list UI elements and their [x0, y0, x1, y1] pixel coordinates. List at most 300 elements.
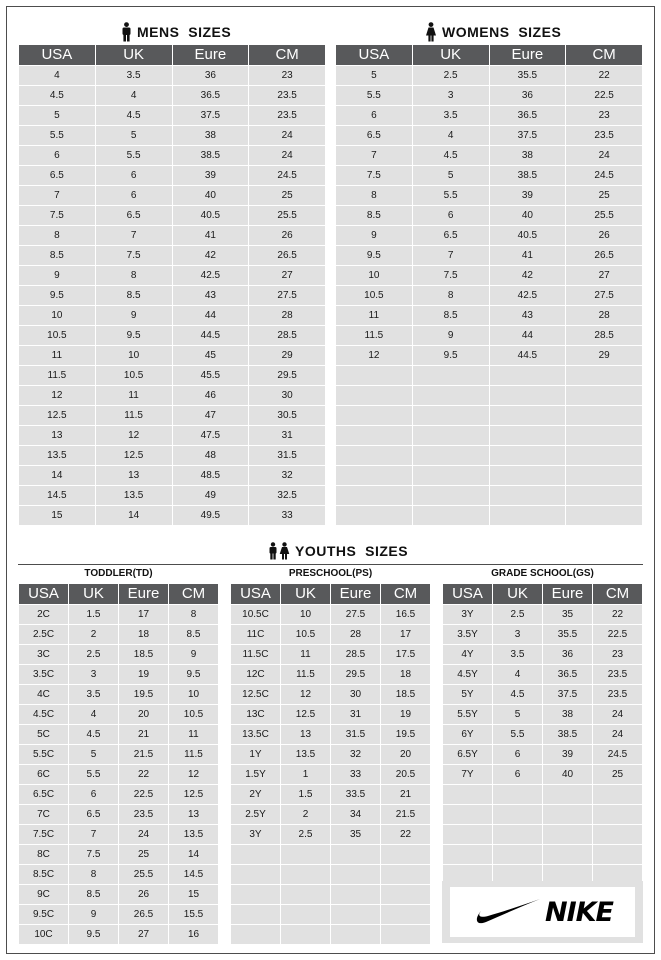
mens-table-cell: 4 — [95, 86, 172, 106]
mens-table-cell: 11.5 — [19, 366, 96, 386]
preschool-table-cell: 19 — [381, 705, 431, 725]
womens-table-cell: 35.5 — [489, 66, 566, 86]
gradeschool-table-cell: 4.5Y — [443, 665, 493, 685]
toddler-table-cell: 9.5C — [19, 905, 69, 925]
preschool-table-cell: 2Y — [231, 785, 281, 805]
gradeschool-table-cell — [443, 845, 493, 865]
preschool-table-row — [231, 805, 431, 825]
toddler-column-header: UK — [69, 584, 119, 605]
mens-table-cell: 29.5 — [249, 366, 326, 386]
womens-table-cell: 8.5 — [336, 206, 413, 226]
mens-table-cell: 26.5 — [249, 246, 326, 266]
toddler-table-row — [19, 645, 219, 665]
preschool-table-cell — [381, 925, 431, 945]
womens-table-cell — [336, 486, 413, 506]
toddler-table-cell: 18 — [119, 625, 169, 645]
mens-table-cell: 43 — [172, 286, 249, 306]
preschool-table-cell — [331, 845, 381, 865]
womens-table-cell — [412, 366, 489, 386]
toddler-table-cell: 7 — [69, 825, 119, 845]
womens-table-row — [336, 506, 643, 526]
toddler-table-cell: 12 — [169, 765, 219, 785]
preschool-table-cell — [231, 885, 281, 905]
gradeschool-table-cell — [593, 825, 643, 845]
womens-table-cell — [412, 426, 489, 446]
preschool-table-cell: 31 — [331, 705, 381, 725]
mens-table-row — [19, 106, 326, 126]
mens-table-cell: 32.5 — [249, 486, 326, 506]
toddler-title: TODDLER(TD) — [84, 568, 153, 579]
womens-table-row — [336, 126, 643, 146]
preschool-table-cell — [281, 885, 331, 905]
preschool-table-cell — [381, 845, 431, 865]
mens-table-row — [19, 506, 326, 526]
toddler-table-cell: 12.5 — [169, 785, 219, 805]
womens-table-row — [336, 66, 643, 86]
preschool-table-cell: 3Y — [231, 825, 281, 845]
womens-table-row — [336, 86, 643, 106]
preschool-table-cell: 33.5 — [331, 785, 381, 805]
gradeschool-table-cell: 37.5 — [543, 685, 593, 705]
mens-table-cell: 15 — [19, 506, 96, 526]
mens-size-table — [18, 44, 326, 526]
preschool-table-row — [231, 665, 431, 685]
womens-table-cell — [336, 426, 413, 446]
gradeschool-table-cell — [543, 845, 593, 865]
gradeschool-table-cell — [493, 805, 543, 825]
mens-table-cell: 11 — [19, 346, 96, 366]
mens-table-cell: 27 — [249, 266, 326, 286]
mens-table-cell: 28.5 — [249, 326, 326, 346]
womens-table-cell: 38 — [489, 146, 566, 166]
gradeschool-table-cell: 3Y — [443, 605, 493, 625]
preschool-table-cell: 31.5 — [331, 725, 381, 745]
preschool-table-cell: 11C — [231, 625, 281, 645]
mens-table-cell: 4 — [19, 66, 96, 86]
womens-table-cell: 38.5 — [489, 166, 566, 186]
toddler-table-cell: 4 — [69, 705, 119, 725]
womens-table-cell: 8 — [412, 286, 489, 306]
preschool-table-row — [231, 745, 431, 765]
gradeschool-table-cell: 5.5 — [493, 725, 543, 745]
toddler-table-row — [19, 905, 219, 925]
preschool-table-row — [231, 885, 431, 905]
gradeschool-table-cell: 3.5Y — [443, 625, 493, 645]
mens-table-cell: 7 — [19, 186, 96, 206]
womens-table-cell — [566, 386, 643, 406]
preschool-column-header: USA — [231, 584, 281, 605]
mens-table-row — [19, 166, 326, 186]
womens-table-cell: 3.5 — [412, 106, 489, 126]
toddler-table-cell: 21.5 — [119, 745, 169, 765]
womens-table-cell: 40.5 — [489, 226, 566, 246]
gradeschool-title: GRADE SCHOOL(GS) — [491, 568, 594, 579]
womens-table-cell — [489, 406, 566, 426]
preschool-table-cell: 13C — [231, 705, 281, 725]
womens-table-cell: 8 — [336, 186, 413, 206]
mens-table-cell: 39 — [172, 166, 249, 186]
toddler-table-row — [19, 665, 219, 685]
gradeschool-table-cell — [493, 785, 543, 805]
gradeschool-table-cell: 23.5 — [593, 685, 643, 705]
mens-table-row — [19, 226, 326, 246]
womens-table-cell — [566, 466, 643, 486]
womens-table-cell: 27.5 — [566, 286, 643, 306]
toddler-table-cell: 7.5C — [19, 825, 69, 845]
toddler-column-header: USA — [19, 584, 69, 605]
womens-table-cell: 4.5 — [412, 146, 489, 166]
gradeschool-table-row — [443, 685, 643, 705]
gradeschool-table-cell — [493, 825, 543, 845]
toddler-table-cell: 5 — [69, 745, 119, 765]
preschool-table-cell: 27.5 — [331, 605, 381, 625]
womens-table-cell: 11.5 — [336, 326, 413, 346]
gradeschool-table-row — [443, 765, 643, 785]
toddler-table-row — [19, 745, 219, 765]
womens-table-cell: 37.5 — [489, 126, 566, 146]
womens-table-row — [336, 386, 643, 406]
gradeschool-table-cell — [443, 825, 493, 845]
preschool-table-cell: 32 — [331, 745, 381, 765]
womens-table-row — [336, 226, 643, 246]
gradeschool-table-cell — [543, 805, 593, 825]
mens-table-cell: 5 — [95, 126, 172, 146]
preschool-table-row — [231, 785, 431, 805]
preschool-table-cell: 1.5Y — [231, 765, 281, 785]
children-icon — [268, 542, 290, 560]
mens-table-cell: 10.5 — [95, 366, 172, 386]
gradeschool-header-row — [443, 584, 643, 605]
toddler-table-row — [19, 805, 219, 825]
mens-table-cell: 14 — [95, 506, 172, 526]
preschool-table-cell — [331, 905, 381, 925]
mens-table-row — [19, 406, 326, 426]
section-divider — [18, 564, 643, 565]
preschool-table-row — [231, 645, 431, 665]
womens-table-cell: 11 — [336, 306, 413, 326]
mens-sizes-title-text: MENS SIZES — [137, 24, 232, 40]
womens-table-cell — [566, 486, 643, 506]
gradeschool-size-table — [442, 583, 643, 885]
gradeschool-table-cell: 5.5Y — [443, 705, 493, 725]
preschool-table-cell — [231, 845, 281, 865]
mens-table-cell: 45 — [172, 346, 249, 366]
mens-table-cell: 38.5 — [172, 146, 249, 166]
gradeschool-table-row — [443, 705, 643, 725]
toddler-table-cell: 24 — [119, 825, 169, 845]
toddler-table-row — [19, 765, 219, 785]
mens-table-cell: 24 — [249, 126, 326, 146]
womens-table-cell: 10.5 — [336, 286, 413, 306]
mens-table-cell: 8 — [19, 226, 96, 246]
womens-table-cell: 44.5 — [489, 346, 566, 366]
gradeschool-table-cell: 7Y — [443, 765, 493, 785]
mens-table-cell: 48.5 — [172, 466, 249, 486]
gradeschool-table-row — [443, 665, 643, 685]
womens-table-cell — [489, 486, 566, 506]
womens-table-cell — [336, 406, 413, 426]
toddler-table-cell: 20 — [119, 705, 169, 725]
toddler-table-cell: 3 — [69, 665, 119, 685]
womens-table-row — [336, 206, 643, 226]
toddler-table-cell: 16 — [169, 925, 219, 945]
mens-table-cell: 13.5 — [19, 446, 96, 466]
womens-table-cell — [336, 446, 413, 466]
preschool-table-cell — [281, 925, 331, 945]
gradeschool-column-header: UK — [493, 584, 543, 605]
womens-table-cell: 5 — [412, 166, 489, 186]
mens-table-cell: 40 — [172, 186, 249, 206]
preschool-table-cell: 33 — [331, 765, 381, 785]
toddler-table-row — [19, 705, 219, 725]
mens-column-header: UK — [95, 45, 172, 66]
gradeschool-table-cell — [543, 825, 593, 845]
preschool-title: PRESCHOOL(PS) — [288, 568, 373, 579]
gradeschool-table-cell: 6 — [493, 745, 543, 765]
preschool-table-cell: 21 — [381, 785, 431, 805]
toddler-size-table — [18, 583, 219, 945]
toddler-table-cell: 8.5 — [69, 885, 119, 905]
womens-sizes-title — [425, 22, 561, 42]
gradeschool-table-cell: 38.5 — [543, 725, 593, 745]
mens-table-cell: 6 — [95, 166, 172, 186]
womens-table-cell — [489, 446, 566, 466]
preschool-column-header: Eure — [331, 584, 381, 605]
mens-table-row — [19, 66, 326, 86]
preschool-table-cell: 2.5 — [281, 825, 331, 845]
toddler-header-row — [19, 584, 219, 605]
gradeschool-table-cell: 4 — [493, 665, 543, 685]
toddler-table-cell: 8 — [169, 605, 219, 625]
womens-column-header: Eure — [489, 45, 566, 66]
womens-table-cell — [489, 466, 566, 486]
mens-table-cell: 6 — [19, 146, 96, 166]
mens-table-cell: 13.5 — [95, 486, 172, 506]
preschool-table-cell: 19.5 — [381, 725, 431, 745]
womens-table-cell: 9.5 — [412, 346, 489, 366]
mens-table-row — [19, 446, 326, 466]
preschool-table-cell: 13 — [281, 725, 331, 745]
preschool-table-cell: 28 — [331, 625, 381, 645]
mens-table-row — [19, 206, 326, 226]
preschool-table-cell: 17.5 — [381, 645, 431, 665]
preschool-table-cell: 10.5C — [231, 605, 281, 625]
toddler-table-cell: 21 — [119, 725, 169, 745]
mens-column-header: USA — [19, 45, 96, 66]
mens-table-cell: 5 — [19, 106, 96, 126]
toddler-table-row — [19, 625, 219, 645]
preschool-table-cell: 22 — [381, 825, 431, 845]
preschool-table-row — [231, 625, 431, 645]
toddler-table-cell: 17 — [119, 605, 169, 625]
preschool-table-row — [231, 825, 431, 845]
womens-table-cell — [412, 506, 489, 526]
mens-table-cell: 13 — [95, 466, 172, 486]
preschool-table-cell: 2.5Y — [231, 805, 281, 825]
preschool-size-table — [230, 583, 431, 945]
preschool-table-cell — [331, 865, 381, 885]
toddler-table-row — [19, 845, 219, 865]
mens-table-cell: 8 — [95, 266, 172, 286]
preschool-table-cell — [231, 925, 281, 945]
gradeschool-table-cell: 6 — [493, 765, 543, 785]
gradeschool-table-cell: 36.5 — [543, 665, 593, 685]
toddler-table-cell: 9.5 — [69, 925, 119, 945]
gradeschool-table-cell — [443, 785, 493, 805]
mens-table-cell: 42.5 — [172, 266, 249, 286]
womens-table-cell: 7.5 — [412, 266, 489, 286]
womens-table-cell: 8.5 — [412, 306, 489, 326]
toddler-table-cell: 13.5 — [169, 825, 219, 845]
womens-table-row — [336, 346, 643, 366]
mens-table-cell: 40.5 — [172, 206, 249, 226]
mens-table-row — [19, 286, 326, 306]
womens-table-cell: 3 — [412, 86, 489, 106]
toddler-table-row — [19, 925, 219, 945]
preschool-table-cell: 30 — [331, 685, 381, 705]
toddler-table-cell: 18.5 — [119, 645, 169, 665]
womens-table-cell: 23.5 — [566, 126, 643, 146]
mens-table-cell: 27.5 — [249, 286, 326, 306]
brand-logo — [450, 887, 635, 937]
mens-table-cell: 29 — [249, 346, 326, 366]
gradeschool-table-cell: 39 — [543, 745, 593, 765]
mens-table-cell: 38 — [172, 126, 249, 146]
mens-table-cell: 10.5 — [19, 326, 96, 346]
gradeschool-table-cell: 2.5 — [493, 605, 543, 625]
womens-table-row — [336, 106, 643, 126]
preschool-table-cell: 10 — [281, 605, 331, 625]
toddler-table-cell: 2.5 — [69, 645, 119, 665]
gradeschool-table-cell: 35 — [543, 605, 593, 625]
womens-table-cell: 36.5 — [489, 106, 566, 126]
mens-table-cell: 23.5 — [249, 86, 326, 106]
mens-table-row — [19, 386, 326, 406]
mens-table-cell: 8.5 — [19, 246, 96, 266]
preschool-column-header: UK — [281, 584, 331, 605]
mens-table-cell: 7 — [95, 226, 172, 246]
preschool-table-cell: 11.5 — [281, 665, 331, 685]
toddler-table-cell: 4.5C — [19, 705, 69, 725]
womens-table-cell — [412, 486, 489, 506]
mens-table-cell: 9.5 — [95, 326, 172, 346]
preschool-table-row — [231, 685, 431, 705]
womens-table-cell — [489, 386, 566, 406]
preschool-table-cell — [231, 905, 281, 925]
mens-table-cell: 49 — [172, 486, 249, 506]
womens-size-table — [335, 44, 643, 526]
womens-table-row — [336, 326, 643, 346]
preschool-table-cell — [381, 905, 431, 925]
preschool-table-cell — [281, 845, 331, 865]
mens-table-cell: 47.5 — [172, 426, 249, 446]
womens-table-cell: 26 — [566, 226, 643, 246]
toddler-table-cell: 8 — [69, 865, 119, 885]
toddler-table-row — [19, 685, 219, 705]
gradeschool-table-cell: 3.5 — [493, 645, 543, 665]
preschool-table-cell: 11.5C — [231, 645, 281, 665]
gradeschool-table-cell — [543, 785, 593, 805]
preschool-table-cell: 17 — [381, 625, 431, 645]
preschool-table-cell — [231, 865, 281, 885]
preschool-table-cell — [381, 865, 431, 885]
mens-table-cell: 11 — [95, 386, 172, 406]
womens-table-cell: 43 — [489, 306, 566, 326]
gradeschool-table-cell: 24 — [593, 725, 643, 745]
womens-table-cell: 12 — [336, 346, 413, 366]
mens-table-row — [19, 346, 326, 366]
mens-table-cell: 9 — [19, 266, 96, 286]
preschool-table-row — [231, 845, 431, 865]
man-icon — [121, 22, 132, 42]
toddler-table-cell: 1.5 — [69, 605, 119, 625]
womens-column-header: USA — [336, 45, 413, 66]
mens-table-row — [19, 266, 326, 286]
toddler-table-cell: 11.5 — [169, 745, 219, 765]
toddler-table-cell: 6 — [69, 785, 119, 805]
womens-table-row — [336, 246, 643, 266]
preschool-table-row — [231, 705, 431, 725]
toddler-table-cell: 3C — [19, 645, 69, 665]
toddler-table-cell: 11 — [169, 725, 219, 745]
brand-logo-panel — [442, 881, 643, 943]
mens-table-cell: 48 — [172, 446, 249, 466]
toddler-table-row — [19, 785, 219, 805]
gradeschool-table-cell — [593, 845, 643, 865]
womens-table-cell — [566, 366, 643, 386]
gradeschool-table-cell: 22.5 — [593, 625, 643, 645]
gradeschool-table-row — [443, 725, 643, 745]
womens-table-cell: 44 — [489, 326, 566, 346]
preschool-table-cell: 20.5 — [381, 765, 431, 785]
nike-swoosh-icon — [472, 898, 542, 926]
mens-table-cell: 41 — [172, 226, 249, 246]
womens-sizes-title-text: WOMENS SIZES — [442, 24, 562, 40]
womens-table-cell: 7 — [412, 246, 489, 266]
preschool-column-header: CM — [381, 584, 431, 605]
gradeschool-table-cell — [443, 805, 493, 825]
womens-header-row — [336, 45, 643, 66]
toddler-table-cell: 22 — [119, 765, 169, 785]
gradeschool-table-row — [443, 645, 643, 665]
mens-table-cell: 10 — [19, 306, 96, 326]
toddler-table-cell: 14.5 — [169, 865, 219, 885]
toddler-table-cell: 9.5 — [169, 665, 219, 685]
gradeschool-table-cell: 40 — [543, 765, 593, 785]
womens-table-cell: 9 — [412, 326, 489, 346]
womens-table-cell: 6 — [412, 206, 489, 226]
toddler-table-cell: 8.5C — [19, 865, 69, 885]
toddler-table-cell: 2.5C — [19, 625, 69, 645]
mens-table-cell: 47 — [172, 406, 249, 426]
preschool-table-cell: 13.5C — [231, 725, 281, 745]
womens-table-cell: 42 — [489, 266, 566, 286]
toddler-table-cell: 5.5 — [69, 765, 119, 785]
preschool-table-row — [231, 765, 431, 785]
preschool-table-cell: 1 — [281, 765, 331, 785]
womens-table-cell: 36 — [489, 86, 566, 106]
womens-table-row — [336, 166, 643, 186]
gradeschool-table-cell: 5 — [493, 705, 543, 725]
toddler-table-cell: 26 — [119, 885, 169, 905]
mens-table-row — [19, 146, 326, 166]
womens-table-cell: 6.5 — [412, 226, 489, 246]
preschool-table-cell: 20 — [381, 745, 431, 765]
gradeschool-table-cell: 24.5 — [593, 745, 643, 765]
mens-table-cell: 10 — [95, 346, 172, 366]
womens-table-row — [336, 186, 643, 206]
mens-table-cell: 28 — [249, 306, 326, 326]
